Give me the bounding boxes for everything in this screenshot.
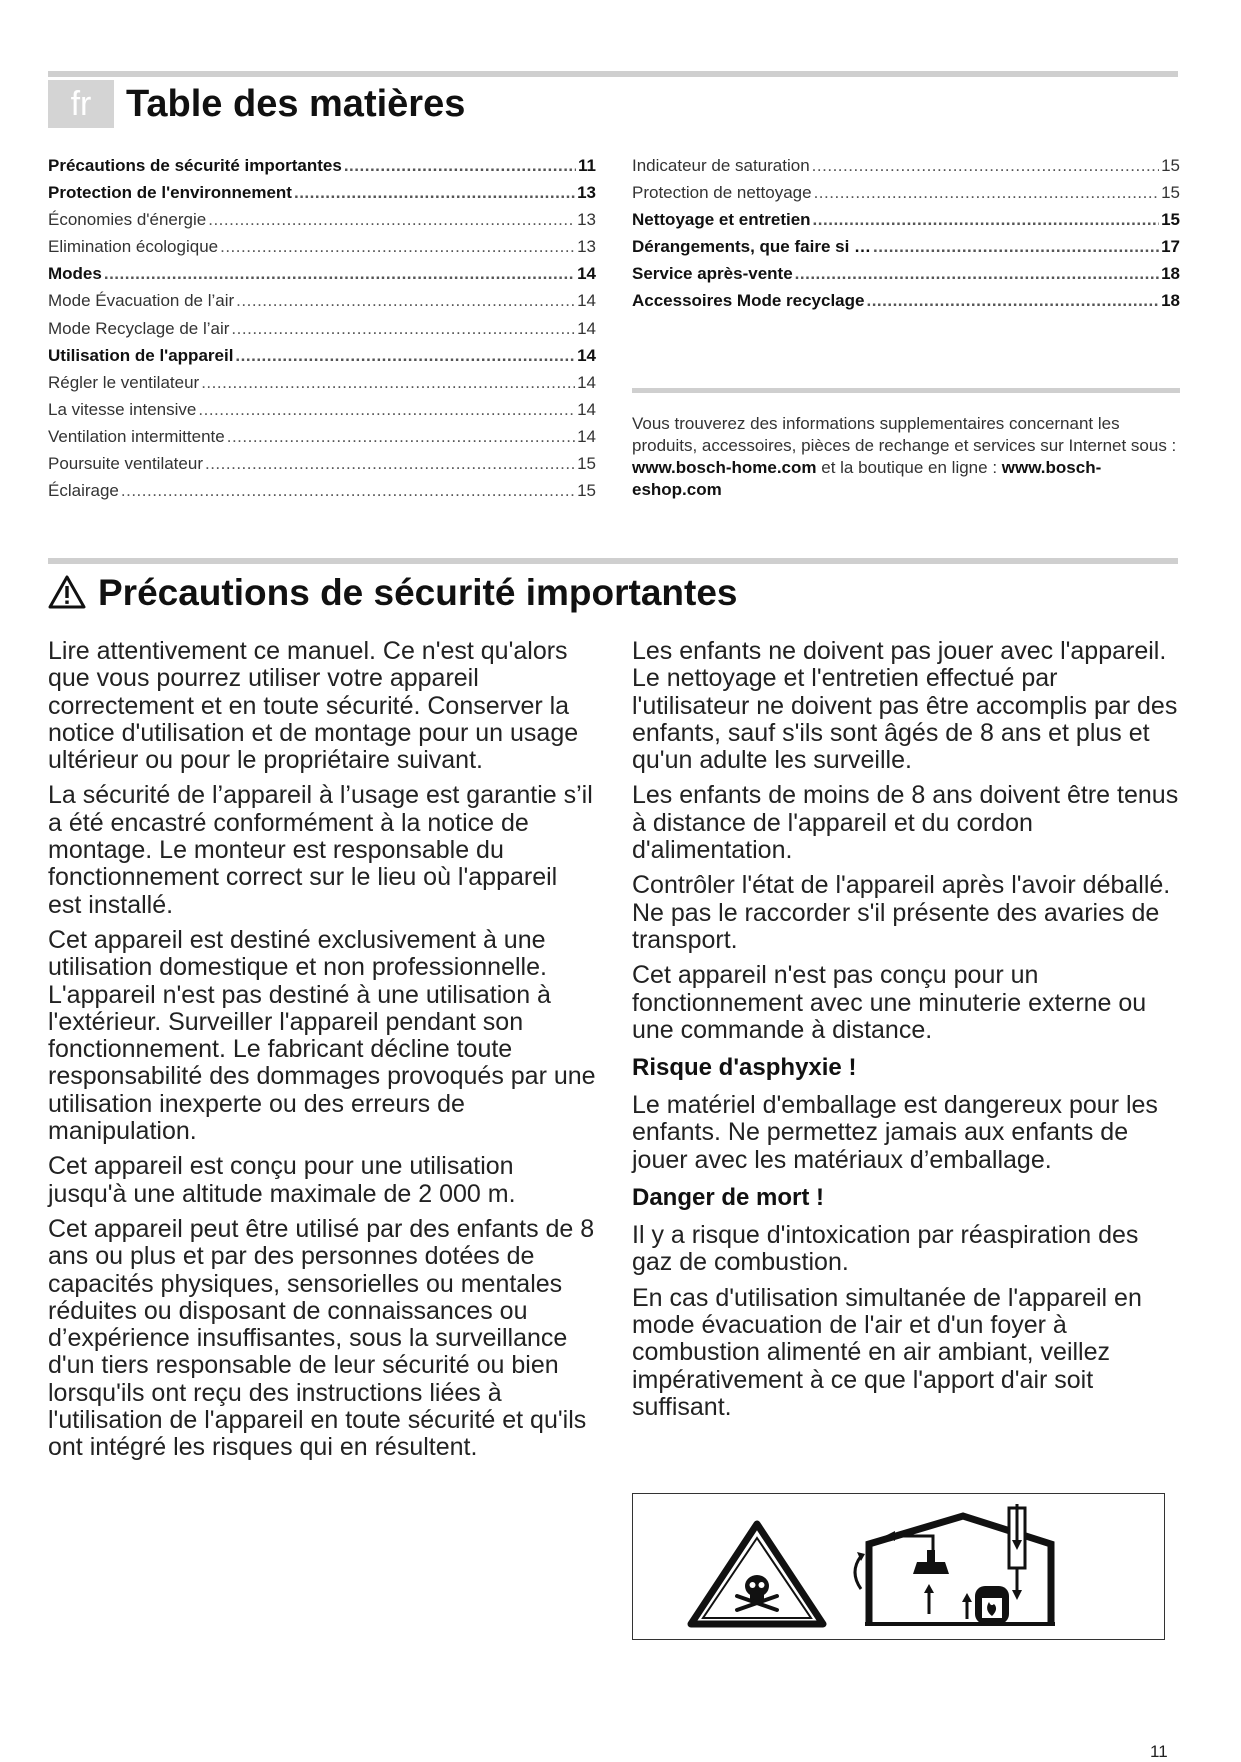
toc-leader-dots <box>205 450 575 477</box>
toc-entry[interactable] <box>632 179 1180 206</box>
toc-leader-dots <box>795 260 1159 287</box>
toc-entry-page: 14 <box>577 399 596 419</box>
bosch-eshop-link[interactable]: www.bosch-eshop.com <box>632 458 1102 499</box>
paragraph: Cet appareil est destiné exclusivement à une utilisation domestique et non professionnelle. L'appareil n'est pas destiné à une utilisation à l'extérieur. Surveiller l'appareil pendant son fonctionnement. Le fabricant décline toute responsabilité des dommages provoqués par une utilisation inexperte ou des erreurs de manipulation. <box>48 925 596 1146</box>
toc-entry-page: 11 <box>578 156 596 175</box>
page-number: 11 <box>1150 1742 1168 1761</box>
info-paragraph <box>632 413 1180 501</box>
toc-entry-page: 14 <box>577 264 596 284</box>
paragraph: Le matériel d'emballage est dangereux pour les enfants. Ne permettez jamais aux enfants de jouer avec les matériaux d’emballage. <box>632 1091 1158 1174</box>
page-title: Table des matières <box>126 83 466 125</box>
paragraph: Cet appareil est conçu pour une utilisation jusqu'à une altitude maximale de 2 000 m. <box>48 1152 516 1208</box>
right-column <box>632 638 1180 1429</box>
paragraph: Les enfants de moins de 8 ans doivent être tenus à distance de l'appareil et du cordon d'alimentation. <box>632 781 1179 865</box>
toc-leader-dots <box>813 206 1160 233</box>
toc-entry-label: Mode Évacuation de l’air <box>48 291 235 311</box>
info-rule <box>632 388 1180 393</box>
toc-entry-label: La vitesse intensive <box>48 399 197 419</box>
toc-entry-label: Économies d'énergie <box>48 210 207 230</box>
left-column <box>48 638 596 1470</box>
bosch-home-link[interactable]: www.bosch-home.com <box>632 458 817 477</box>
toc-entry-page: 14 <box>577 372 596 392</box>
toc-leader-dots <box>198 396 575 423</box>
toc-leader-dots <box>344 152 576 179</box>
toc-entry[interactable] <box>632 233 1180 260</box>
asphyxia-heading: Risque d'asphyxie ! <box>632 1054 857 1082</box>
danger-heading: Danger de mort ! <box>632 1184 825 1212</box>
toc-entry[interactable] <box>48 342 596 369</box>
toc-entry-page: 18 <box>1161 291 1180 311</box>
paragraph: Cet appareil peut être utilisé par des enfants de 8 ans ou plus et par des personnes dotées de capacités physiques, sensorielles ou mentales réduites ou disposant de connaissances ou d’expérience insuffisantes, sous la surveillance d'un tiers responsable de leur sécurité ou bien lorsqu'ils ont reçu des instructions liées à l'utilisation de l'appareil en toute sécurité et qu'ils ont intégré les risques qui en résultent. <box>48 1214 595 1462</box>
toc-entry[interactable] <box>48 396 596 423</box>
warning-triangle-icon <box>48 574 86 615</box>
toc-entry-page: 18 <box>1161 264 1180 284</box>
toc-leader-dots <box>235 342 575 369</box>
toc-entry-label: Dérangements, que faire si … <box>632 237 872 257</box>
language-tag: fr <box>48 80 114 128</box>
paragraph: La sécurité de l’appareil à l’usage est garantie s’il a été encastré conformément à la notice de montage. Le monteur est responsable du fonctionnement correct sur le lieu où l'appareil est installé. <box>48 781 593 919</box>
toc-entry-page: 15 <box>577 454 596 474</box>
toc-entry-label: Utilisation de l'appareil <box>48 345 234 365</box>
toc-entry-label: Service après-vente <box>632 264 793 284</box>
toc-entry[interactable] <box>48 287 596 314</box>
toc-entry-page: 17 <box>1161 237 1180 257</box>
toc-entry-label: Poursuite ventilateur <box>48 454 203 474</box>
toc-leader-dots <box>208 206 575 233</box>
toc-leader-dots <box>294 179 575 206</box>
toc-entry-page: 13 <box>577 210 596 230</box>
paragraph: Contrôler l'état de l'appareil après l'avoir déballé. Ne pas le raccorder s'il présente des avaries de transport. <box>632 871 1171 954</box>
toc-leader-dots <box>873 233 1159 260</box>
toc-entry[interactable] <box>632 287 1180 314</box>
toc-entry[interactable] <box>48 315 596 342</box>
toc-entry-label: Éclairage <box>48 481 119 501</box>
toc-entry-page: 13 <box>577 183 596 203</box>
paragraph: Lire attentivement ce manuel. Ce n'est qu'alors que vous pourrez utiliser votre appareil correctement et en toute sécurité. Conserver la notice d'utilisation et de montage pour un usage ultérieur ou pour le propriétaire suivant. <box>48 637 579 775</box>
toc-entry-page: 13 <box>577 237 596 257</box>
toc-entry-label: Précautions de sécurité importantes <box>48 156 342 175</box>
toc-entry[interactable] <box>48 423 596 450</box>
toc-entry[interactable] <box>48 152 596 179</box>
toc-entry[interactable] <box>632 206 1180 233</box>
toc-entry-label: Accessoires Mode recyclage <box>632 291 865 311</box>
toc-leader-dots <box>220 233 575 260</box>
toc-leader-dots <box>121 477 575 504</box>
toc-entry-label: Mode Recyclage de l’air <box>48 318 230 338</box>
toc-entry[interactable] <box>48 260 596 287</box>
toc-left-column <box>48 152 596 504</box>
toc-entry[interactable] <box>48 233 596 260</box>
toc-entry[interactable] <box>48 477 596 504</box>
toc-leader-dots <box>227 423 575 450</box>
toc-leader-dots <box>201 369 575 396</box>
toc-leader-dots <box>231 315 575 342</box>
combustion-warning-figure <box>632 1493 1165 1640</box>
toc-entry-page: 15 <box>1161 210 1180 230</box>
toc-entry[interactable] <box>632 152 1180 179</box>
toc-entry-page: 15 <box>1161 183 1180 203</box>
info-text-middle: et la boutique en ligne : <box>816 458 1002 477</box>
paragraph: Les enfants ne doivent pas jouer avec l'appareil. Le nettoyage et l'entretien effectué par l'utilisateur ne doivent pas être accomplis par des enfants, sauf s'ils sont âgés de 8 ans et plus et qu'un adulte les surveille. <box>632 637 1178 775</box>
toc-entry-page: 14 <box>577 345 596 365</box>
toc-entry-label: Régler le ventilateur <box>48 372 200 392</box>
toc-entry[interactable] <box>48 369 596 396</box>
toc-header <box>48 74 1178 138</box>
toc-leader-dots <box>104 260 575 287</box>
section-title: Précautions de sécurité importantes <box>98 572 738 613</box>
toc-entry-page: 14 <box>577 426 596 446</box>
paragraph: Il y a risque d'intoxication par réaspiration des gaz de combustion. <box>632 1221 1139 1277</box>
toc-leader-dots <box>812 152 1159 179</box>
paragraph: En cas d'utilisation simultanée de l'appareil en mode évacuation de l'air et d'un foyer à combustion alimenté en air ambiant, veillez impérativement à ce que l'apport d'air soit suffisant. <box>632 1283 1142 1421</box>
toc-entry-page: 14 <box>577 318 596 338</box>
toc-right-column <box>632 152 1180 315</box>
toc-entry-label: Elimination écologique <box>48 237 219 257</box>
toc-entry-label: Protection de nettoyage <box>632 183 812 203</box>
poison-warning-illustration <box>633 1494 1164 1639</box>
toc-leader-dots <box>866 287 1159 314</box>
paragraph: Cet appareil n'est pas conçu pour un fonctionnement avec une minuterie externe ou une commande à distance. <box>632 961 1147 1044</box>
toc-entry-label: Nettoyage et entretien <box>632 210 811 230</box>
toc-entry[interactable] <box>48 206 596 233</box>
toc-entry[interactable] <box>48 450 596 477</box>
toc-entry-label: Modes <box>48 264 102 284</box>
section-rule <box>48 558 1178 564</box>
toc-leader-dots <box>814 179 1160 206</box>
toc-entry-label: Protection de l'environnement <box>48 183 292 203</box>
info-text: Vous trouverez des informations supplementaires concernant les produits, accessoires, pièces de rechange et services sur Internet sous : <box>632 414 1177 455</box>
toc-leader-dots <box>236 287 575 314</box>
toc-entry-label: Ventilation intermittente <box>48 426 225 446</box>
toc-entry-page: 14 <box>577 291 596 311</box>
toc-entry-label: Indicateur de saturation <box>632 156 810 175</box>
toc-entry-page: 15 <box>1161 156 1180 175</box>
toc-entry-page: 15 <box>577 481 596 501</box>
toc-entry[interactable] <box>48 179 596 206</box>
toc-entry[interactable] <box>632 260 1180 287</box>
